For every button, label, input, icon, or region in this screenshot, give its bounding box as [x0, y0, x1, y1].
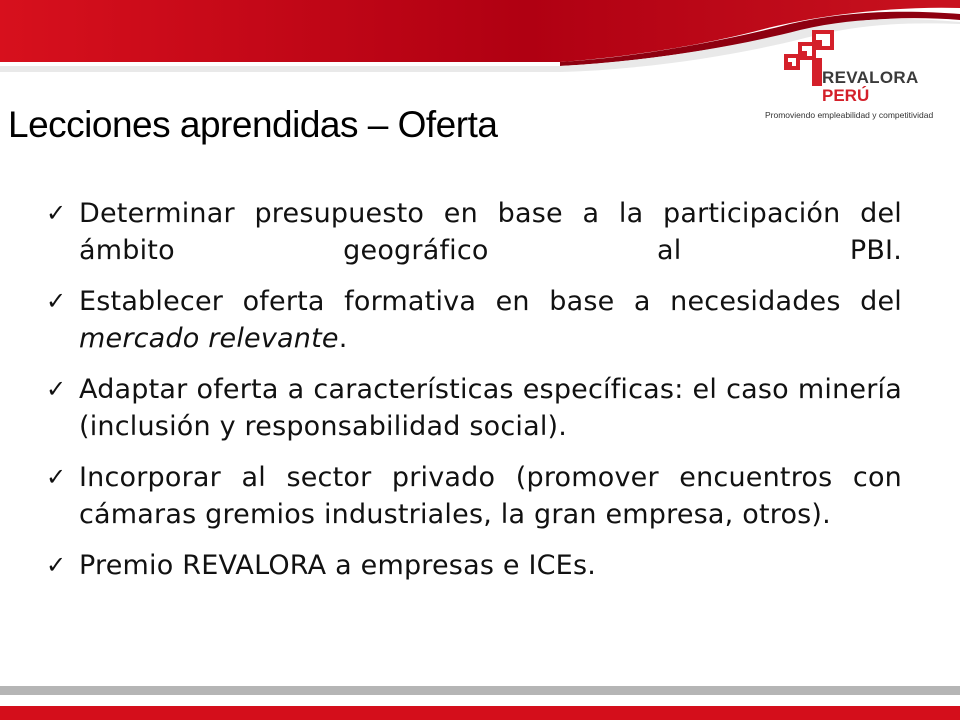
bullet-text-italic: mercado relevante — [79, 323, 339, 354]
bullet-text: Adaptar oferta a características específicas: el caso minería (inclusión y responsabilidad social). — [79, 374, 902, 442]
slide-title: Lecciones aprendidas – Oferta — [8, 104, 498, 145]
bullet-text: Premio REVALORA a empresas e ICEs. — [79, 550, 596, 581]
checkmark-icon: ✓ — [46, 287, 67, 315]
checkmark-icon: ✓ — [46, 199, 67, 227]
footer-red-bar — [0, 706, 960, 720]
bullet-item-1 — [46, 195, 902, 269]
bullet-item-3 — [46, 371, 902, 445]
bullet-text: Determinar presupuesto en base a la participación del ámbito geográfico al PBI. — [79, 198, 902, 266]
bullet-item-2 — [46, 283, 902, 357]
bullet-text — [79, 286, 902, 354]
logo-tagline: Promoviendo empleabilidad y competitividad — [765, 110, 934, 120]
logo-country: PERÚ — [822, 86, 870, 105]
checkmark-icon: ✓ — [46, 463, 67, 491]
bullet-text-plain: Establecer oferta formativa en base a necesidades del — [79, 286, 902, 317]
revalora-logo — [760, 28, 940, 128]
bullet-text-plain: . — [338, 323, 348, 354]
checkmark-icon: ✓ — [46, 551, 67, 579]
bullet-item-4 — [46, 459, 902, 533]
bullet-list — [46, 195, 902, 598]
bullet-text: Incorporar al sector privado (promover encuentros con cámaras gremios industriales, la gran empresa, otros). — [79, 462, 902, 530]
bullet-item-5 — [46, 547, 902, 584]
checkmark-icon: ✓ — [46, 375, 67, 403]
logo-wordmark: REVALORA — [822, 68, 919, 87]
footer-gray-bar — [0, 686, 960, 695]
